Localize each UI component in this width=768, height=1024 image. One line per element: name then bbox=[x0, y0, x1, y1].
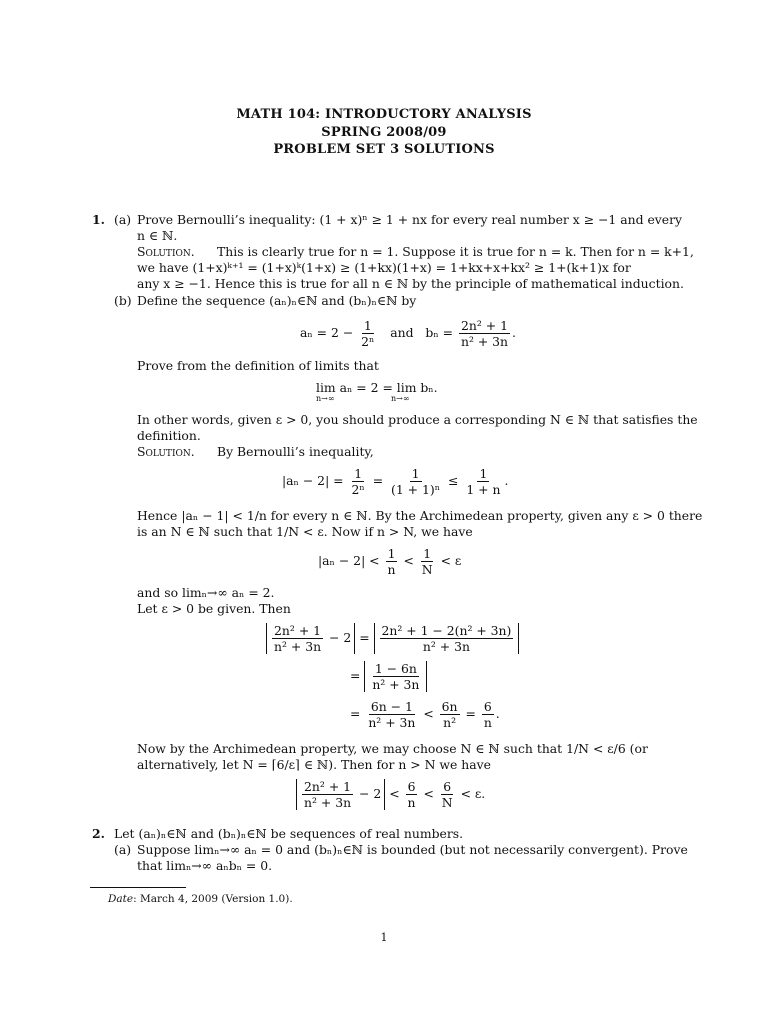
sequence-definitions: aₙ = 2 − $\frac{1}{\text{2ⁿ}}$ and bₙ = $\frac{\text{2n² + 1}}{\text{n² + 3n}}$ . bbox=[300, 318, 516, 349]
date-footnote bbox=[108, 893, 293, 905]
epsilon-bound-a: |aₙ − 2| < $\frac{1}{n}$ < $\frac{1}{N}$ < ε bbox=[318, 546, 462, 577]
problem-1a-label: (a) bbox=[114, 212, 132, 227]
footnote-rule bbox=[90, 887, 186, 888]
solution-1b-line4: and so limₙ→∞ aₙ = 2. bbox=[137, 585, 275, 600]
solution-1b-line5: Let ε > 0 be given. Then bbox=[137, 601, 291, 616]
problem-1b-label: (b) bbox=[114, 293, 132, 308]
problem-1b-statement-line4: definition. bbox=[137, 428, 201, 443]
problem-2-number: 2. bbox=[92, 826, 105, 841]
solution-1b-line3: is an N ∈ ℕ such that 1/N < ε. Now if n > N, we have bbox=[137, 524, 473, 539]
solution-label-1a: Solution. bbox=[137, 244, 195, 259]
def-b-lhs: bₙ = bbox=[425, 325, 454, 340]
problem-2a-statement-line1: Suppose limₙ→∞ aₙ = 0 and (bₙ)ₙ∈ℕ is bounded (but not necessarily convergent). Prove bbox=[137, 842, 688, 857]
course-title: MATH 104: INTRODUCTORY ANALYSIS bbox=[236, 107, 532, 122]
solution-1b-line1: By Bernoulli’s inequality, bbox=[217, 444, 374, 459]
def-b-fraction: $\frac{\text{2n² + 1}}{\text{n² + 3n}}$ bbox=[460, 318, 509, 349]
limit-sub-left: n→∞ bbox=[316, 394, 335, 403]
solution-1b-line7: alternatively, let N = ⌈6/ε⌉ ∈ ℕ). Then for n > N we have bbox=[137, 757, 491, 772]
problem-1b-statement-line2: Prove from the definition of limits that bbox=[137, 358, 379, 373]
limit-statement: lim aₙ = 2 = lim bₙ. bbox=[316, 380, 438, 395]
problem-set-title: PROBLEM SET 3 SOLUTIONS bbox=[273, 142, 495, 157]
solution-1a-line3: any x ≥ −1. Hence this is true for all n ∈ ℕ by the principle of mathematical induction. bbox=[137, 276, 684, 291]
problem-2-statement: Let (aₙ)ₙ∈ℕ and (bₙ)ₙ∈ℕ be sequences of real numbers. bbox=[114, 826, 464, 841]
solution-1a-line2: we have (1+x)ᵏ⁺¹ = (1+x)ᵏ(1+x) ≥ (1+kx)(1+x) = 1+kx+x+kx² ≥ 1+(k+1)x for bbox=[137, 260, 631, 275]
solution-1b-line2: Hence |aₙ − 1| < 1/n for every n ∈ ℕ. By the Archimedean property, given any ε > 0 there bbox=[137, 508, 703, 523]
solution-label-1b: Solution. bbox=[137, 444, 195, 459]
bernoulli-bound: |aₙ − 2| = $\frac{1}{\text{2ⁿ}}$ = $\frac{1}{\text{(1 + 1)ⁿ}}$ ≤ $\frac{1}{1 + n}$ . bbox=[282, 466, 509, 497]
problem-1-number: 1. bbox=[92, 212, 105, 227]
equation-row-2: = $\frac{1 - 6n}{\text{n² + 3n}}$ bbox=[350, 661, 427, 692]
problem-2a-statement-line2: that limₙ→∞ aₙbₙ = 0. bbox=[137, 858, 273, 873]
page-number: 1 bbox=[380, 931, 388, 944]
equation-row-3: = $\frac{6n - 1}{\text{n² + 3n}}$ < $\frac{6n}{\text{n²}}$ = $\frac{6}{n}$ . bbox=[350, 699, 500, 730]
problem-1b-statement-line1: Define the sequence (aₙ)ₙ∈ℕ and (bₙ)ₙ∈ℕ by bbox=[137, 293, 417, 308]
problem-1a-statement-line2: n ∈ ℕ. bbox=[137, 228, 178, 243]
final-inequality: $\frac{\text{2n² + 1}}{\text{n² + 3n}}$ − 2 < $\frac{6}{n}$ < $\frac{6}{N}$ < ε. bbox=[296, 779, 485, 810]
footnote-label: Date bbox=[108, 893, 134, 905]
solution-1b-line6: Now by the Archimedean property, we may choose N ∈ ℕ such that 1/N < ε/6 (or bbox=[137, 741, 648, 756]
problem-1a-statement-line1: Prove Bernoulli’s inequality: (1 + x)ⁿ ≥ 1 + nx for every real number x ≥ −1 and every bbox=[137, 212, 683, 227]
def-a-lhs: aₙ = 2 − bbox=[300, 325, 354, 340]
problem-2a-label: (a) bbox=[114, 842, 132, 857]
limit-sub-right: n→∞ bbox=[391, 394, 410, 403]
term-title: SPRING 2008/09 bbox=[321, 125, 447, 140]
def-a-fraction: $\frac{1}{\text{2ⁿ}}$ bbox=[361, 318, 375, 349]
equation-row-1: $\frac{\text{2n² + 1}}{\text{n² + 3n}}$ − 2 = $\frac{\text{2n² + 1 − 2(n² + 3n)}}{\text{n² + 3n}}$ bbox=[266, 623, 519, 654]
footnote-text: : March 4, 2009 (Version 1.0). bbox=[133, 893, 293, 905]
def-and: and bbox=[390, 325, 414, 340]
solution-1a-line1: This is clearly true for n = 1. Suppose it is true for n = k. Then for n = k+1, bbox=[217, 244, 694, 259]
problem-1b-statement-line3: In other words, given ε > 0, you should produce a corresponding N ∈ ℕ that satisfies the bbox=[137, 412, 698, 427]
